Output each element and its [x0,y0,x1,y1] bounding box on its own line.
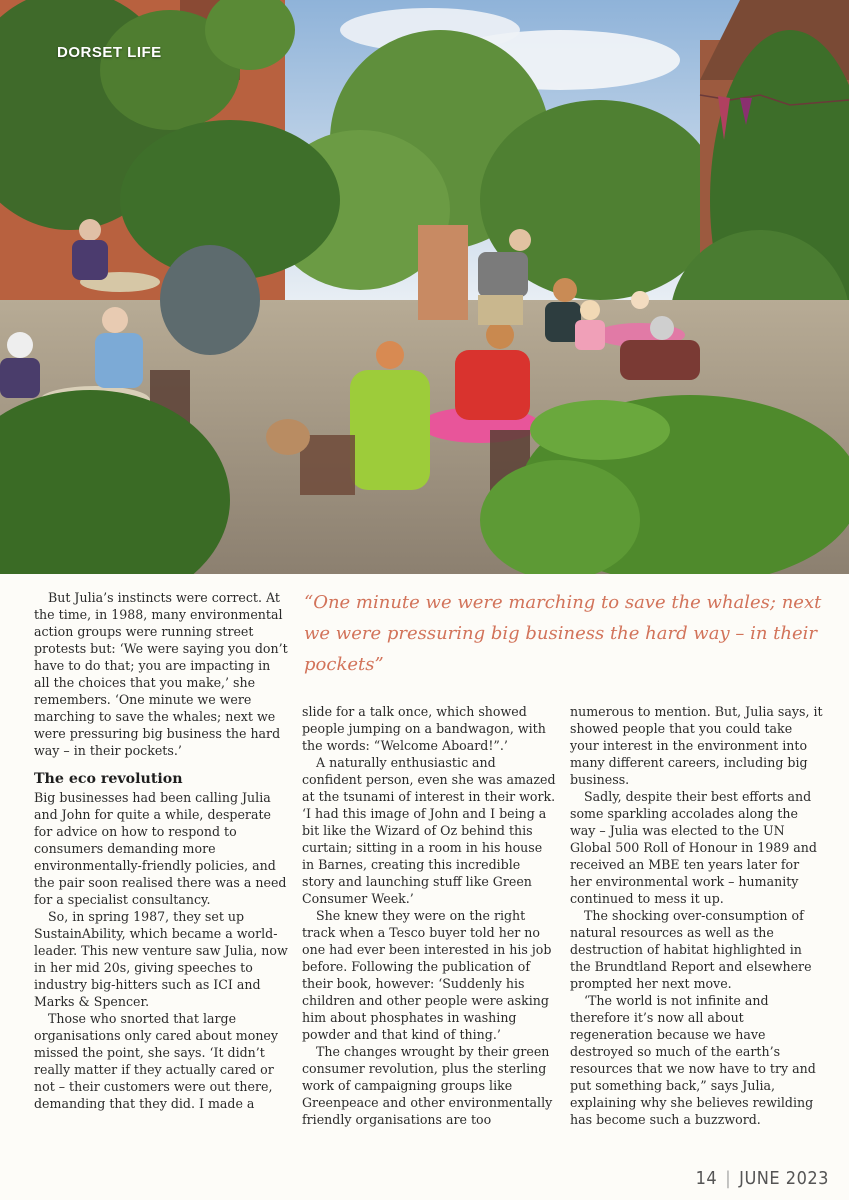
garden-photo-illustration [0,0,849,574]
issue-date: JUNE 2023 [739,1168,829,1189]
paragraph: Big businesses had been calling Julia and John for quite a while, desperate for advice on how to respond to consumers demanding more environmentally-friendly policies, and the pair soon realised there was a need for a specialist consultancy. [34,790,287,907]
paragraph: ‘The world is not infinite and therefore it’s now all about regeneration because we have destroyed so much of the earth’s resources that we now have to try and put something back,” says Julia, explaining why she believes rewilding has become such a buzzword. [570,993,816,1127]
paragraph: The shocking over-consumption of natural resources as well as the destruction of habitat highlighted in the Brundtland Report and elsewhere prompted her next move. [570,908,812,991]
paragraph: Those who snorted that large organisations only cared about money missed the point, she says. ‘It didn’t really matter if they actually cared or not – their customers were out there, demanding that they did. I made a [34,1011,278,1111]
page-number: 14 [695,1168,718,1189]
article-column-3 [570,703,824,1128]
masthead: DORSET LIFE [57,44,162,61]
paragraph: So, in spring 1987, they set up SustainAbility, which became a world-leader. This new venture saw Julia, now in her mid 20s, giving speeches to industry big-hitters such as ICI and Marks & Spencer. [34,909,288,1009]
article-column-2 [302,703,556,1128]
paragraph: numerous to mention. But, Julia says, it showed people that you could take your interest in the environment into many different careers, including big business. [570,704,823,787]
paragraph: Sadly, despite their best efforts and some sparkling accolades along the way – Julia was elected to the UN Global 500 Roll of Honour in 1989 and received an MBE ten years later for her environmental work – humanity continued to mess it up. [570,789,817,906]
paragraph: A naturally enthusiastic and confident person, even she was amazed at the tsunami of interest in their work. ‘I had this image of John and I being a bit like the Wizard of Oz behind this curtain; sitting in a room in his house in Barnes, creating this incredible story and launching stuff like Green Consumer Week.’ [302,755,556,906]
section-heading: The eco revolution [34,771,183,787]
paragraph: She knew they were on the right track when a Tesco buyer told her no one had ever been interested in his job before. Following the publication of their book, however: ‘Suddenly his children and other people were asking him about phosphates in washing powder and that kind of thing.’ [302,908,552,1042]
page-footer [696,1168,829,1189]
paragraph: But Julia’s instincts were correct. At the time, in 1988, many environmental action groups were running street protests but: ‘We were saying you don’t have to do that; you are impacting in all the choices that you make,’ she remembers. ‘One minute we were marching to save the whales; next we were pressuring big business the hard way – in their pockets.’ [34,590,288,758]
paragraph: The changes wrought by their green consumer revolution, plus the sterling work of campaigning groups like Greenpeace and other environmentally friendly organisations are too [302,1044,553,1127]
article-column-1 [34,589,288,1112]
pull-quote: “One minute we were marching to save the whales; next we were pressuring big business the hard way – in their pockets” [304,592,822,675]
paragraph: slide for a talk once, which showed people jumping on a bandwagon, with the words: “Welcome Aboard!”.’ [302,704,546,753]
footer-divider: | [725,1168,732,1189]
garden-cafe-photo [0,0,849,574]
